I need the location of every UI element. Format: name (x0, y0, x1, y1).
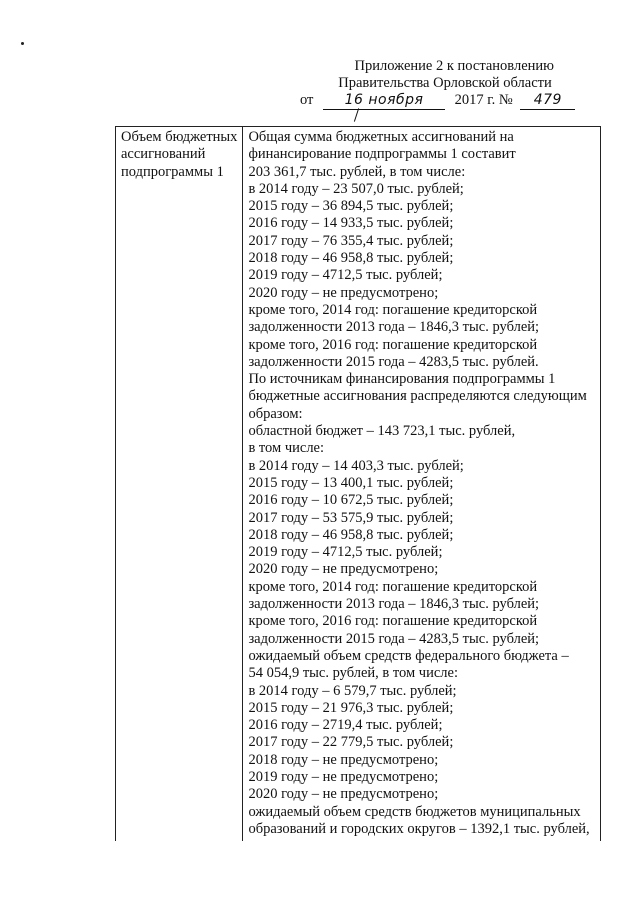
handwritten-date: 16 ноября (323, 92, 445, 110)
text-line: По источникам финансирования подпрограммы 1 (248, 371, 556, 388)
left-cell-line: Объем бюджетных (121, 129, 238, 145)
text-line: 2018 году – не предусмотрено; (248, 751, 439, 768)
left-cell-label (116, 127, 243, 842)
document-header (300, 58, 590, 110)
text-line: 2019 году – 4712,5 тыс. рублей; (248, 544, 443, 561)
text-line: 203 361,7 тыс. рублей, в том числе: (248, 163, 466, 180)
header-government-line: Правительства Орловской области (338, 75, 552, 91)
budget-table (115, 126, 601, 841)
text-line: бюджетные ассигнования распределяются следующим (248, 388, 587, 405)
from-label: от (300, 92, 314, 108)
text-line: 2016 году – 2719,4 тыс. рублей; (248, 717, 443, 734)
text-line: 2020 году – не предусмотрено; (248, 786, 439, 803)
header-appendix-line: Приложение 2 к постановлению (354, 58, 554, 74)
text-line: кроме того, 2014 год: погашение кредиторской (248, 301, 538, 318)
left-cell-line: ассигнований (121, 146, 206, 163)
right-cell-content (243, 127, 601, 842)
text-line: в 2014 году – 14 403,3 тыс. рублей; (248, 457, 464, 474)
text-line: 2015 году – 21 976,3 тыс. рублей; (248, 699, 454, 716)
text-line: ожидаемый объем средств бюджетов муниципальных (248, 803, 581, 820)
text-line: 2015 году – 36 894,5 тыс. рублей; (248, 198, 454, 215)
text-line: 2020 году – не предусмотрено; (248, 561, 439, 578)
left-cell-line: подпрограммы 1 (121, 163, 224, 180)
text-line: 2016 году – 14 933,5 тыс. рублей; (248, 215, 454, 232)
text-line: финансирование подпрограммы 1 составит (248, 146, 516, 163)
text-line: 2019 году – не предусмотрено; (248, 768, 439, 785)
text-line: в том числе: (248, 440, 325, 457)
text-line: в 2014 году – 23 507,0 тыс. рублей; (248, 180, 464, 197)
text-line: 54 054,9 тыс. рублей, в том числе: (248, 665, 458, 682)
text-line: 2018 году – 46 958,8 тыс. рублей; (248, 526, 454, 543)
text-line: в 2014 году – 6 579,7 тыс. рублей; (248, 682, 457, 699)
text-line: кроме того, 2016 год: погашение кредиторской (248, 336, 538, 353)
text-line: образований и городских округов – 1392,1 тыс. рублей, (248, 820, 590, 837)
text-line: задолженности 2013 года – 1846,3 тыс. рублей; (248, 319, 540, 336)
text-line: 2020 году – не предусмотрено; (248, 284, 439, 301)
scan-speck (21, 42, 24, 45)
text-line: кроме того, 2016 год: погашение кредиторской (248, 613, 538, 630)
text-line: 2015 году – 13 400,1 тыс. рублей; (248, 474, 454, 491)
handwritten-number: 479 (520, 92, 575, 110)
text-line: кроме того, 2014 год: погашение кредиторской (248, 578, 538, 595)
header-date-number-line (300, 92, 590, 110)
text-line: 2016 году – 10 672,5 тыс. рублей; (248, 492, 454, 509)
text-line: задолженности 2013 года – 1846,3 тыс. рублей; (248, 596, 540, 613)
text-line: Общая сумма бюджетных ассигнований на (248, 129, 514, 145)
text-line: 2017 году – 53 575,9 тыс. рублей; (248, 509, 454, 526)
text-line: 2017 году – 76 355,4 тыс. рублей; (248, 232, 454, 249)
text-line: 2017 году – 22 779,5 тыс. рублей; (248, 734, 454, 751)
text-line: 2019 году – 4712,5 тыс. рублей; (248, 267, 443, 284)
text-line: областной бюджет – 143 723,1 тыс. рублей, (248, 423, 516, 440)
table-row (116, 127, 601, 842)
text-line: задолженности 2015 года – 4283,5 тыс. рублей; (248, 630, 540, 647)
text-line: образом: (248, 405, 303, 422)
text-line: 2018 году – 46 958,8 тыс. рублей; (248, 250, 454, 267)
text-line: задолженности 2015 года – 4283,5 тыс. рублей. (248, 353, 539, 370)
year-number-label: 2017 г. № (454, 92, 513, 108)
pen-stroke-mark (354, 108, 359, 122)
text-line: ожидаемый объем средств федерального бюджета – (248, 647, 569, 664)
